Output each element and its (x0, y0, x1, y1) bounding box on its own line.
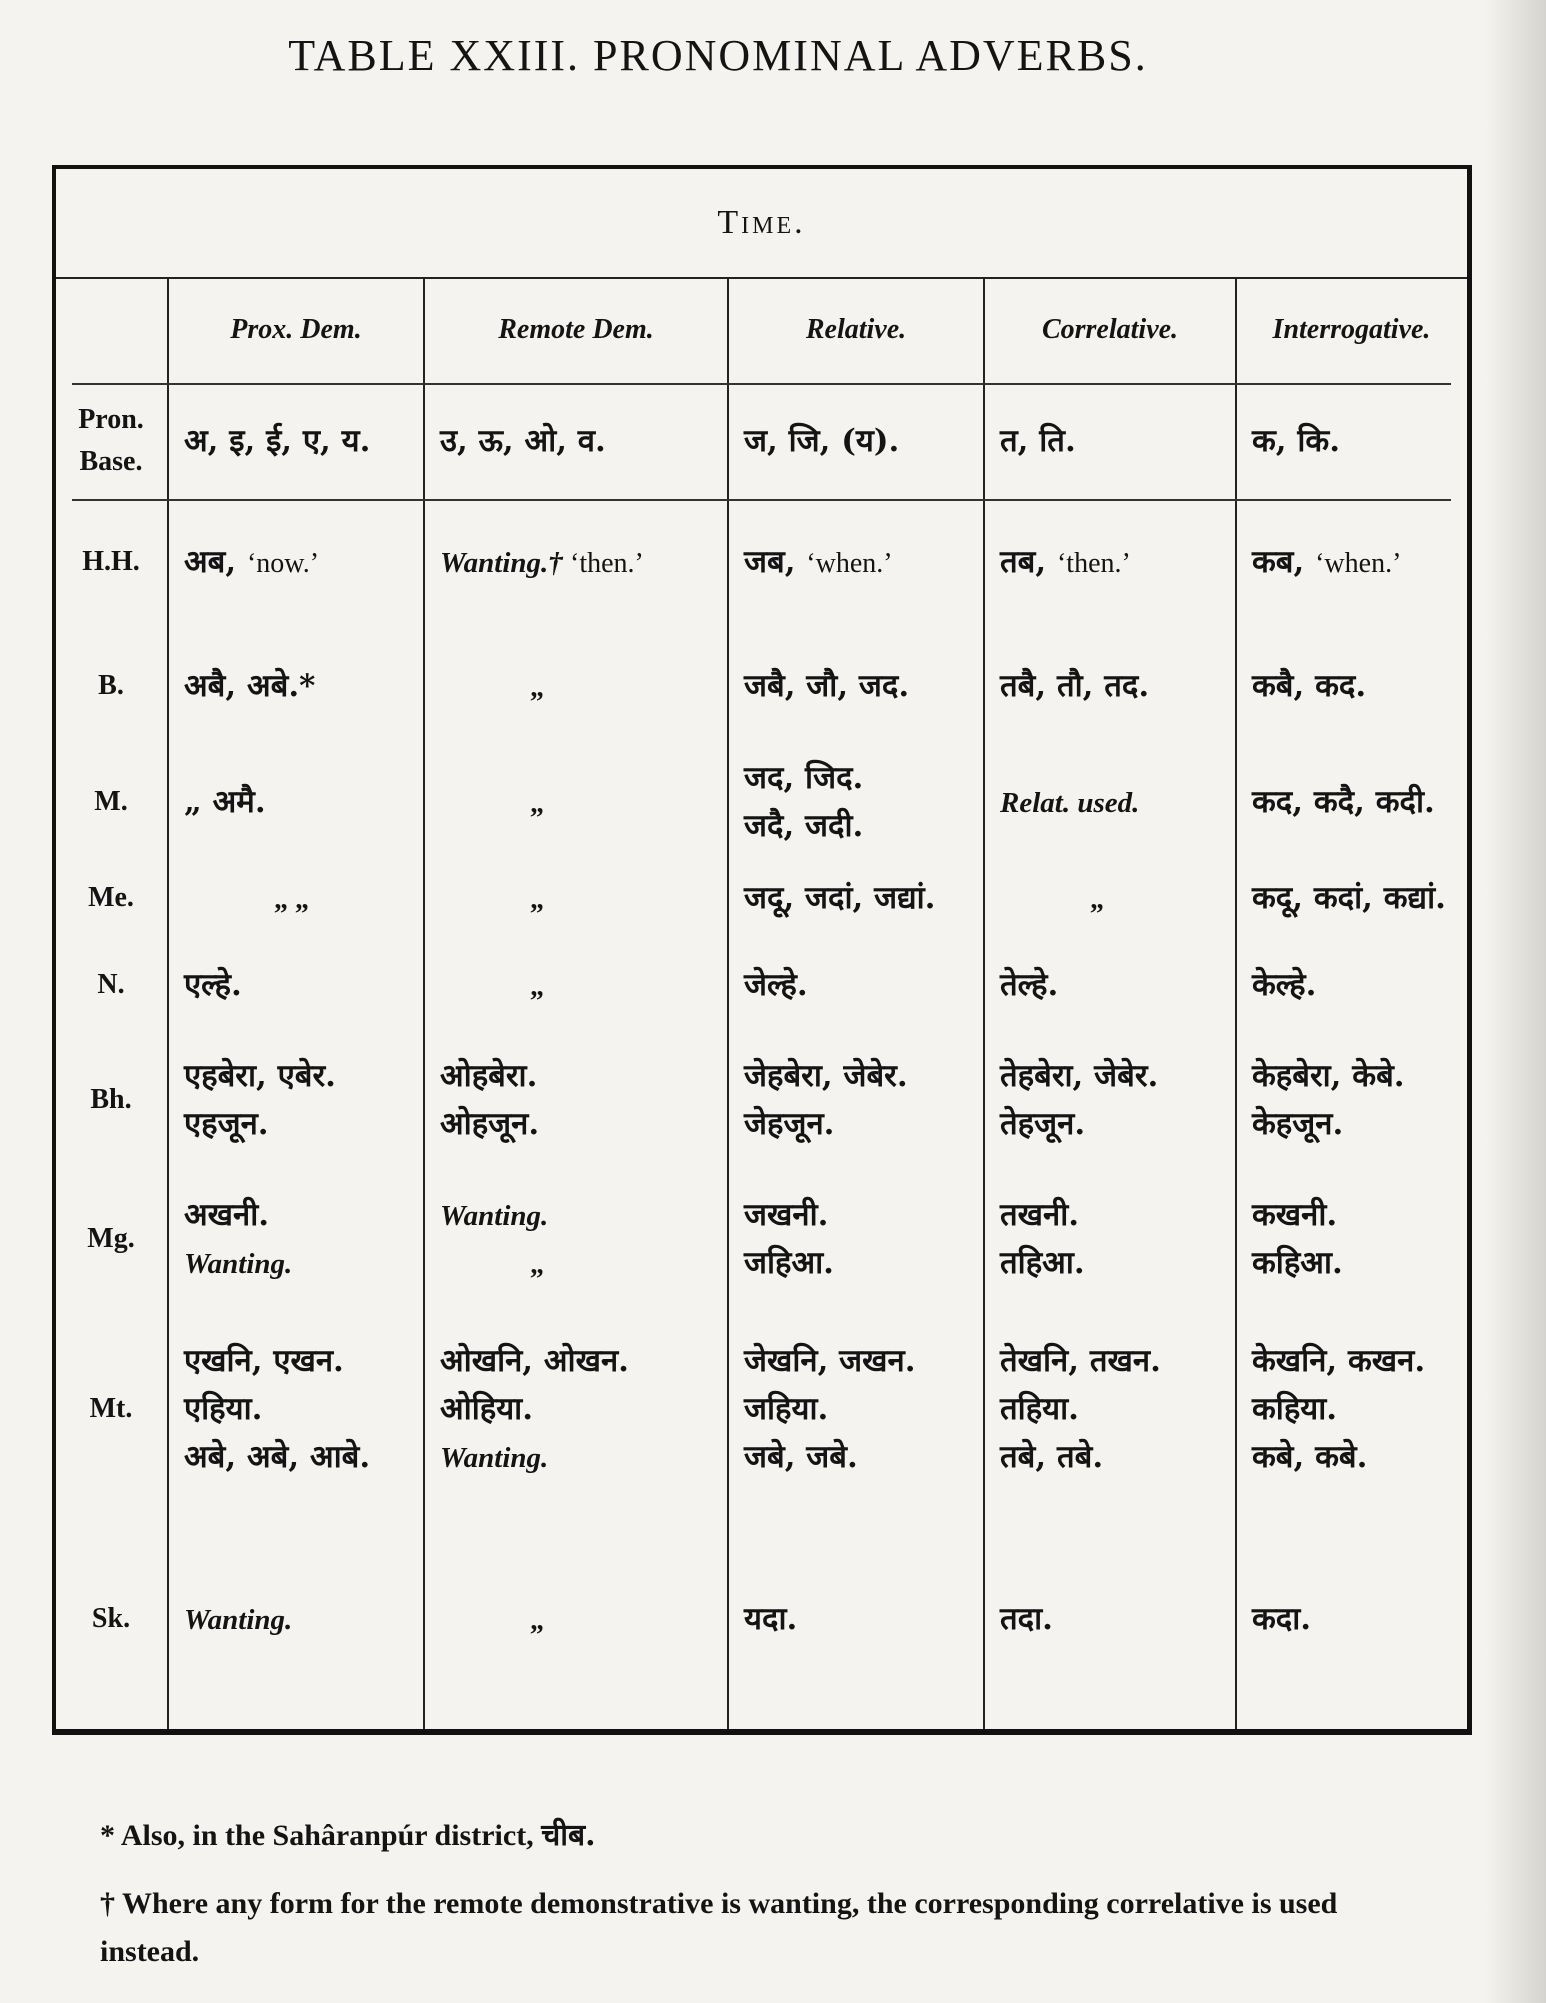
table-cell: तब, ‘then.’ (1000, 543, 1131, 580)
table-cell: यदा. (744, 1600, 798, 1637)
table-cell: „ (1090, 883, 1104, 915)
table-cell: जब, ‘when.’ (744, 543, 893, 580)
table-cell: केहबेरा, केबे. केहजून. (1252, 1057, 1405, 1142)
row-label: Sk. (91, 1603, 131, 1634)
table-cell: कखनी. कहिआ. (1252, 1196, 1343, 1281)
table-cell: तदा. (1000, 1600, 1053, 1637)
table-cell: अब, ‘now.’ (184, 543, 320, 580)
table-cell: Wanting. (184, 1603, 293, 1636)
table-cell: केखनि, कखन. कहिया. कबे, कबे. (1252, 1342, 1426, 1476)
table-cell: कबै, कद. (1252, 667, 1367, 704)
table-cell: जेहबेरा, जेबेर. जेहजून. (744, 1057, 908, 1142)
row-label: Mg. (87, 1223, 135, 1254)
table-cell: तखनी. तहिआ. (1000, 1196, 1085, 1281)
row-label: M. (94, 786, 128, 817)
column-header: Remote Dem. (498, 314, 654, 345)
footnote-dagger: † Where any form for the remote demonstrative is wanting, the corresponding correlative is used instead. (100, 1887, 1338, 1968)
table-cell: कद, कदै, कदी. (1252, 783, 1435, 820)
pronominal-adverbs-table (52, 165, 1472, 1735)
table-cell: जदू, जदां, जद्यां. (744, 879, 936, 916)
table-cell: अ, इ, ई, ए, य. (184, 422, 371, 459)
table-cell: एखनि, एखन. एहिया. अबे, अबे, आबे. (184, 1342, 371, 1476)
table-cell: „ (530, 787, 544, 819)
table-cell: कब, ‘when.’ (1252, 543, 1402, 580)
table-cell: Wanting. „ (440, 1199, 549, 1280)
table-cell: Relat. used. (1000, 786, 1140, 819)
table-cell: ओखनि, ओखन. ओहिया. Wanting. (440, 1342, 629, 1475)
footnote-star-word: चीब. (541, 1818, 596, 1853)
table-cell: „ अमै. (184, 783, 266, 820)
table-cell: एहबेरा, एबेर. एहजून. (184, 1057, 336, 1142)
table-cell: ज, जि, (य). (744, 422, 900, 459)
table-cell: क, कि. (1252, 422, 1341, 459)
column-divider (727, 277, 729, 1729)
table-cell: ओहबेरा. ओहजून. (440, 1057, 540, 1142)
table-cell: उ, ऊ, ओ, व. (440, 422, 606, 459)
table-cell: जेल्हे. (744, 966, 808, 1003)
table-cell: „ „ (274, 883, 309, 915)
table-cell: कदू, कदां, कद्यां. (1252, 879, 1446, 916)
column-divider (1235, 277, 1237, 1729)
row-label: H.H. (82, 546, 140, 577)
row-label: Pron. Base. (78, 404, 144, 477)
row-label: Me. (88, 882, 134, 913)
table-cell: एल्हे. (184, 966, 242, 1003)
table-cell: जेखनि, जखन. जहिया. जबे, जबे. (744, 1342, 916, 1476)
table-cell: तेखनि, तखन. तहिया. तबे, तबे. (1000, 1342, 1161, 1476)
column-header: Relative. (805, 314, 907, 345)
table-cell: जद, जिद. जदै, जदी. (744, 759, 864, 844)
section-heading-time: Time. (56, 169, 1467, 279)
table-cell: „ (530, 883, 544, 915)
table-cell: Wanting.† ‘then.’ (440, 546, 644, 579)
table-cell: केल्हे. (1252, 966, 1317, 1003)
column-divider (423, 277, 425, 1729)
row-label: Mt. (89, 1393, 133, 1424)
table-cell: अबै, अबे.* (184, 667, 316, 704)
table-cell: „ (530, 671, 544, 703)
page-edge-shadow (1486, 0, 1546, 2003)
table-cell: कदा. (1252, 1600, 1312, 1637)
table-cell: अखनी. Wanting. (184, 1196, 293, 1280)
table-cell: जखनी. जहिआ. (744, 1196, 834, 1281)
table-cell: त, ति. (1000, 422, 1076, 459)
table-cell: तेल्हे. (1000, 966, 1059, 1003)
table-cell: तेहबेरा, जेबेर. तेहजून. (1000, 1057, 1159, 1142)
footnote-star (100, 1812, 1440, 1860)
column-header: Interrogative. (1272, 314, 1431, 345)
row-label: B. (98, 670, 124, 701)
column-header: Prox. Dem. (230, 314, 362, 345)
footnote-star-text: * Also, in the Sahâranpúr district, (100, 1819, 542, 1852)
row-label: Bh. (90, 1084, 132, 1115)
column-header: Correlative. (1041, 314, 1179, 345)
column-divider (983, 277, 985, 1729)
row-label: N. (97, 969, 125, 1000)
table-cell: „ (530, 970, 544, 1002)
column-divider (167, 277, 169, 1729)
table-cell: जबै, जौ, जद. (744, 667, 910, 704)
page-title: TABLE XXIII. PRONOMINAL ADVERBS. (288, 31, 1148, 80)
table-cell: „ (530, 1604, 544, 1636)
table-cell: तबै, तौ, तद. (1000, 667, 1150, 704)
